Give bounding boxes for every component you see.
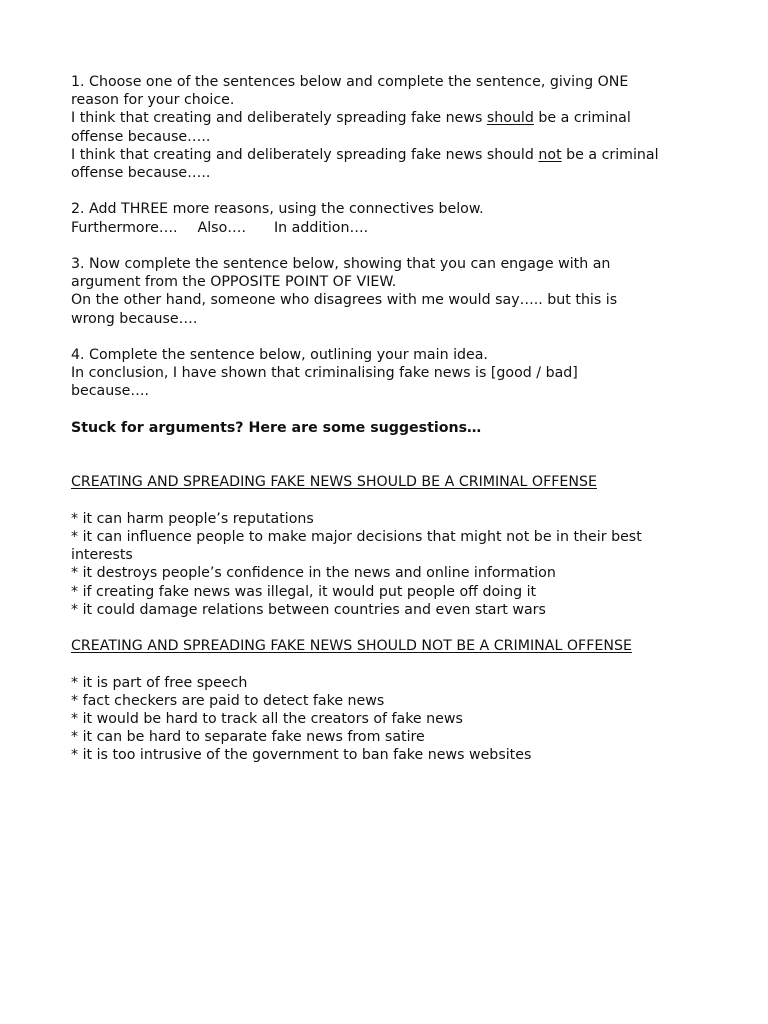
task-2-instruction: 2. Add THREE more reasons, using the connectives below. bbox=[71, 201, 484, 218]
task-3-sentence-line-2: wrong because…. bbox=[71, 310, 198, 327]
task-1-instruction-line-1: 1. Choose one of the sentences below and complete the sentence, giving ONE bbox=[71, 74, 629, 90]
task-3-instruction-line-1: 3. Now complete the sentence below, showing that you can engage with an bbox=[71, 256, 611, 272]
option-should-post: be a criminal bbox=[533, 110, 631, 127]
spacer bbox=[71, 619, 711, 637]
spacer bbox=[71, 237, 711, 255]
task-3-instruction-line-2: argument from the OPPOSITE POINT OF VIEW. bbox=[71, 274, 397, 291]
task-4-instruction: 4. Complete the sentence below, outlining your main idea. bbox=[71, 347, 488, 363]
task-1 bbox=[71, 73, 711, 182]
option-should-pre: I think that creating and deliberately spreading fake news bbox=[71, 110, 487, 127]
connective-furthermore: Furthermore…. bbox=[71, 219, 178, 236]
spacer bbox=[71, 401, 711, 419]
option-should-emphasis: should bbox=[486, 110, 534, 127]
spacer bbox=[71, 328, 711, 346]
for-item: * it destroys people’s confidence in the news and online information bbox=[71, 565, 556, 582]
against-item: * it is too intrusive of the government to ban fake news websites bbox=[71, 747, 532, 764]
task-2 bbox=[71, 200, 711, 236]
option-should-continuation: offense because….. bbox=[71, 128, 211, 145]
spacer bbox=[71, 182, 711, 200]
option-should-not-pre: I think that creating and deliberately spreading fake news should bbox=[71, 146, 539, 163]
against-item: * it can be hard to separate fake news from satire bbox=[71, 729, 425, 746]
document-page bbox=[71, 73, 711, 765]
task-4-sentence-line-1: In conclusion, I have shown that criminalising fake news is [good / bad] bbox=[71, 365, 578, 382]
spacer bbox=[71, 655, 711, 673]
against-section bbox=[71, 637, 711, 764]
for-item-continuation: interests bbox=[71, 547, 133, 564]
for-section bbox=[71, 473, 711, 619]
for-item: * if creating fake news was illegal, it would put people off doing it bbox=[71, 583, 537, 600]
option-should-not-emphasis: not bbox=[538, 146, 562, 163]
spacer bbox=[71, 492, 711, 510]
option-should-not-line bbox=[71, 146, 711, 164]
for-item: * it can influence people to make major decisions that might not be in their best bbox=[71, 528, 642, 545]
task-4 bbox=[71, 346, 711, 401]
task-3-sentence-line-1: On the other hand, someone who disagrees with me would say….. but this is bbox=[71, 292, 618, 309]
connective-in-addition: In addition…. bbox=[273, 219, 369, 236]
against-item: * it is part of free speech bbox=[71, 674, 248, 691]
against-item: * fact checkers are paid to detect fake news bbox=[71, 692, 385, 709]
task-1-instruction-line-2: reason for your choice. bbox=[71, 92, 235, 109]
option-should-not-post: be a criminal bbox=[561, 146, 659, 163]
connective-also: Also…. bbox=[197, 219, 246, 236]
task-3 bbox=[71, 255, 711, 328]
for-section-heading: CREATING AND SPREADING FAKE NEWS SHOULD BE A CRIMINAL OFFENSE bbox=[71, 474, 597, 491]
task-4-sentence-line-2: because…. bbox=[71, 383, 150, 400]
spacer bbox=[71, 437, 711, 455]
against-item: * it would be hard to track all the creators of fake news bbox=[71, 710, 463, 727]
for-item: * it could damage relations between countries and even start wars bbox=[71, 601, 546, 618]
connectives-line bbox=[71, 219, 711, 237]
for-item: * it can harm people’s reputations bbox=[71, 510, 314, 527]
suggestions-heading: Stuck for arguments? Here are some suggestions… bbox=[71, 419, 482, 436]
spacer bbox=[71, 455, 711, 473]
against-section-heading: CREATING AND SPREADING FAKE NEWS SHOULD NOT BE A CRIMINAL OFFENSE bbox=[71, 638, 632, 655]
option-should-line bbox=[71, 109, 711, 127]
option-should-not-continuation: offense because….. bbox=[71, 165, 211, 182]
